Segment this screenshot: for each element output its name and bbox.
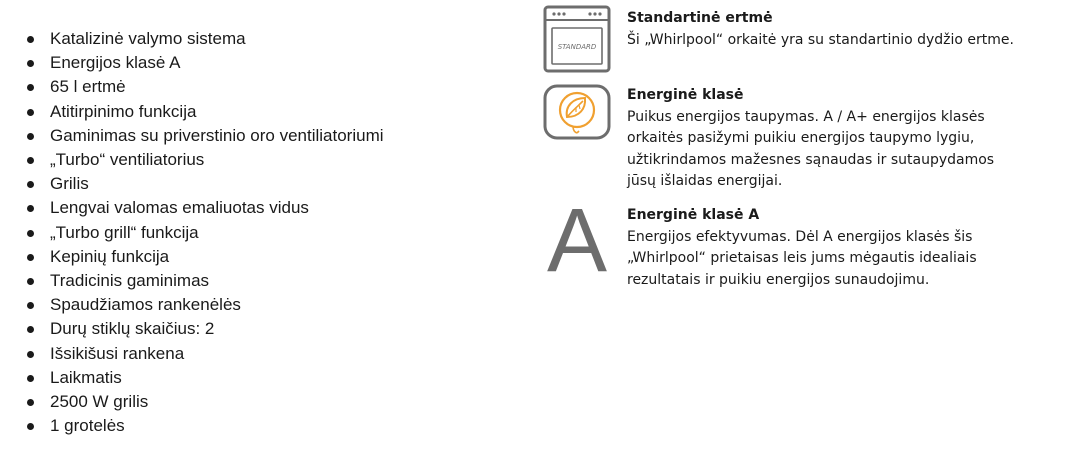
energy-leaf-icon <box>543 84 611 144</box>
list-item <box>22 148 384 172</box>
bullet <box>27 133 34 140</box>
list-item <box>22 124 384 148</box>
feature-text: „Turbo“ ventiliatorius <box>50 150 205 170</box>
feature-text: Tradicinis gaminimas <box>50 271 210 291</box>
list-item <box>22 75 384 99</box>
bullet <box>27 254 34 261</box>
feature-text: 65 l ertmė <box>50 77 126 97</box>
bullet <box>27 326 34 333</box>
bullet <box>27 399 34 406</box>
feature-text: Durų stiklų skaičius: 2 <box>50 319 215 339</box>
bullet <box>27 351 34 358</box>
list-item <box>22 172 384 196</box>
feature-text: „Turbo grill“ funkcija <box>50 222 199 242</box>
info-line: rezultatais ir puikiu energijos sunaudojimu. <box>627 271 930 288</box>
list-item <box>22 414 384 438</box>
list-item <box>22 51 384 75</box>
feature-text: Gaminimas su priverstinio oro ventiliatoriumi <box>50 125 384 145</box>
bullet <box>27 230 34 237</box>
list-item <box>22 27 384 51</box>
bullet <box>27 36 34 43</box>
info-body <box>627 30 1067 52</box>
feature-text: Išsikišusi rankena <box>50 343 185 363</box>
standard-oven-icon <box>543 5 611 77</box>
info-title: Energinė klasė A <box>627 207 760 223</box>
bullet <box>27 157 34 164</box>
info-block-standard <box>627 8 1067 51</box>
feature-text: 2500 W grilis <box>50 392 149 412</box>
list-item <box>22 245 384 269</box>
feature-text: Spaudžiamos rankenėlės <box>50 295 241 315</box>
bullet <box>27 84 34 91</box>
feature-list <box>22 27 384 438</box>
feature-text: Kepinių funkcija <box>50 246 170 266</box>
info-title: Standartinė ertmė <box>627 10 773 26</box>
list-item <box>22 269 384 293</box>
bullet <box>27 205 34 212</box>
info-block-energy <box>627 85 1067 193</box>
info-line: Energijos efektyvumas. Dėl A energijos klasės šis <box>627 228 973 245</box>
list-item <box>22 390 384 414</box>
feature-text: Atitirpinimo funkcija <box>50 101 197 121</box>
feature-text: Katalizinė valymo sistema <box>50 29 246 48</box>
info-block-class-a <box>627 205 1067 291</box>
list-item <box>22 293 384 317</box>
feature-text: Laikmatis <box>50 367 122 387</box>
info-body <box>627 227 1067 292</box>
class-letter: A <box>546 203 608 275</box>
list-item <box>22 317 384 341</box>
info-title: Energinė klasė <box>627 87 744 103</box>
info-line: užtikrindamos mažesnes sąnaudas ir sutaupydamos <box>627 151 995 168</box>
feature-text: Lengvai valomas emaliuotas vidus <box>50 198 309 218</box>
bullet <box>27 423 34 430</box>
info-line: jūsų išlaidas energijai. <box>627 173 783 189</box>
info-body <box>627 107 1067 193</box>
bullet <box>27 302 34 309</box>
list-item <box>22 196 384 220</box>
standard-label: STANDARD <box>557 43 597 51</box>
info-line: Ši „Whirlpool“ orkaitė yra su standartinio dydžio ertme. <box>627 31 1014 48</box>
feature-text: Energijos klasė A <box>50 53 181 73</box>
bullet <box>27 60 34 67</box>
info-line: Puikus energijos taupymas. A / A+ energijos klasės <box>627 108 985 125</box>
list-item <box>22 221 384 245</box>
list-item <box>22 366 384 390</box>
feature-text: Grilis <box>50 174 89 194</box>
info-line: orkaitės pasižymi puikiu energijos taupymo lygiu, <box>627 130 975 146</box>
info-line: „Whirlpool“ prietaisas leis jums mėgautis idealiais <box>627 250 977 266</box>
bullet <box>27 278 34 285</box>
bullet <box>27 181 34 188</box>
energy-class-a-icon <box>543 203 615 279</box>
feature-text: 1 grotelės <box>50 416 125 436</box>
bullet <box>27 375 34 382</box>
bullet <box>27 109 34 116</box>
list-item <box>22 100 384 124</box>
list-item <box>22 342 384 366</box>
